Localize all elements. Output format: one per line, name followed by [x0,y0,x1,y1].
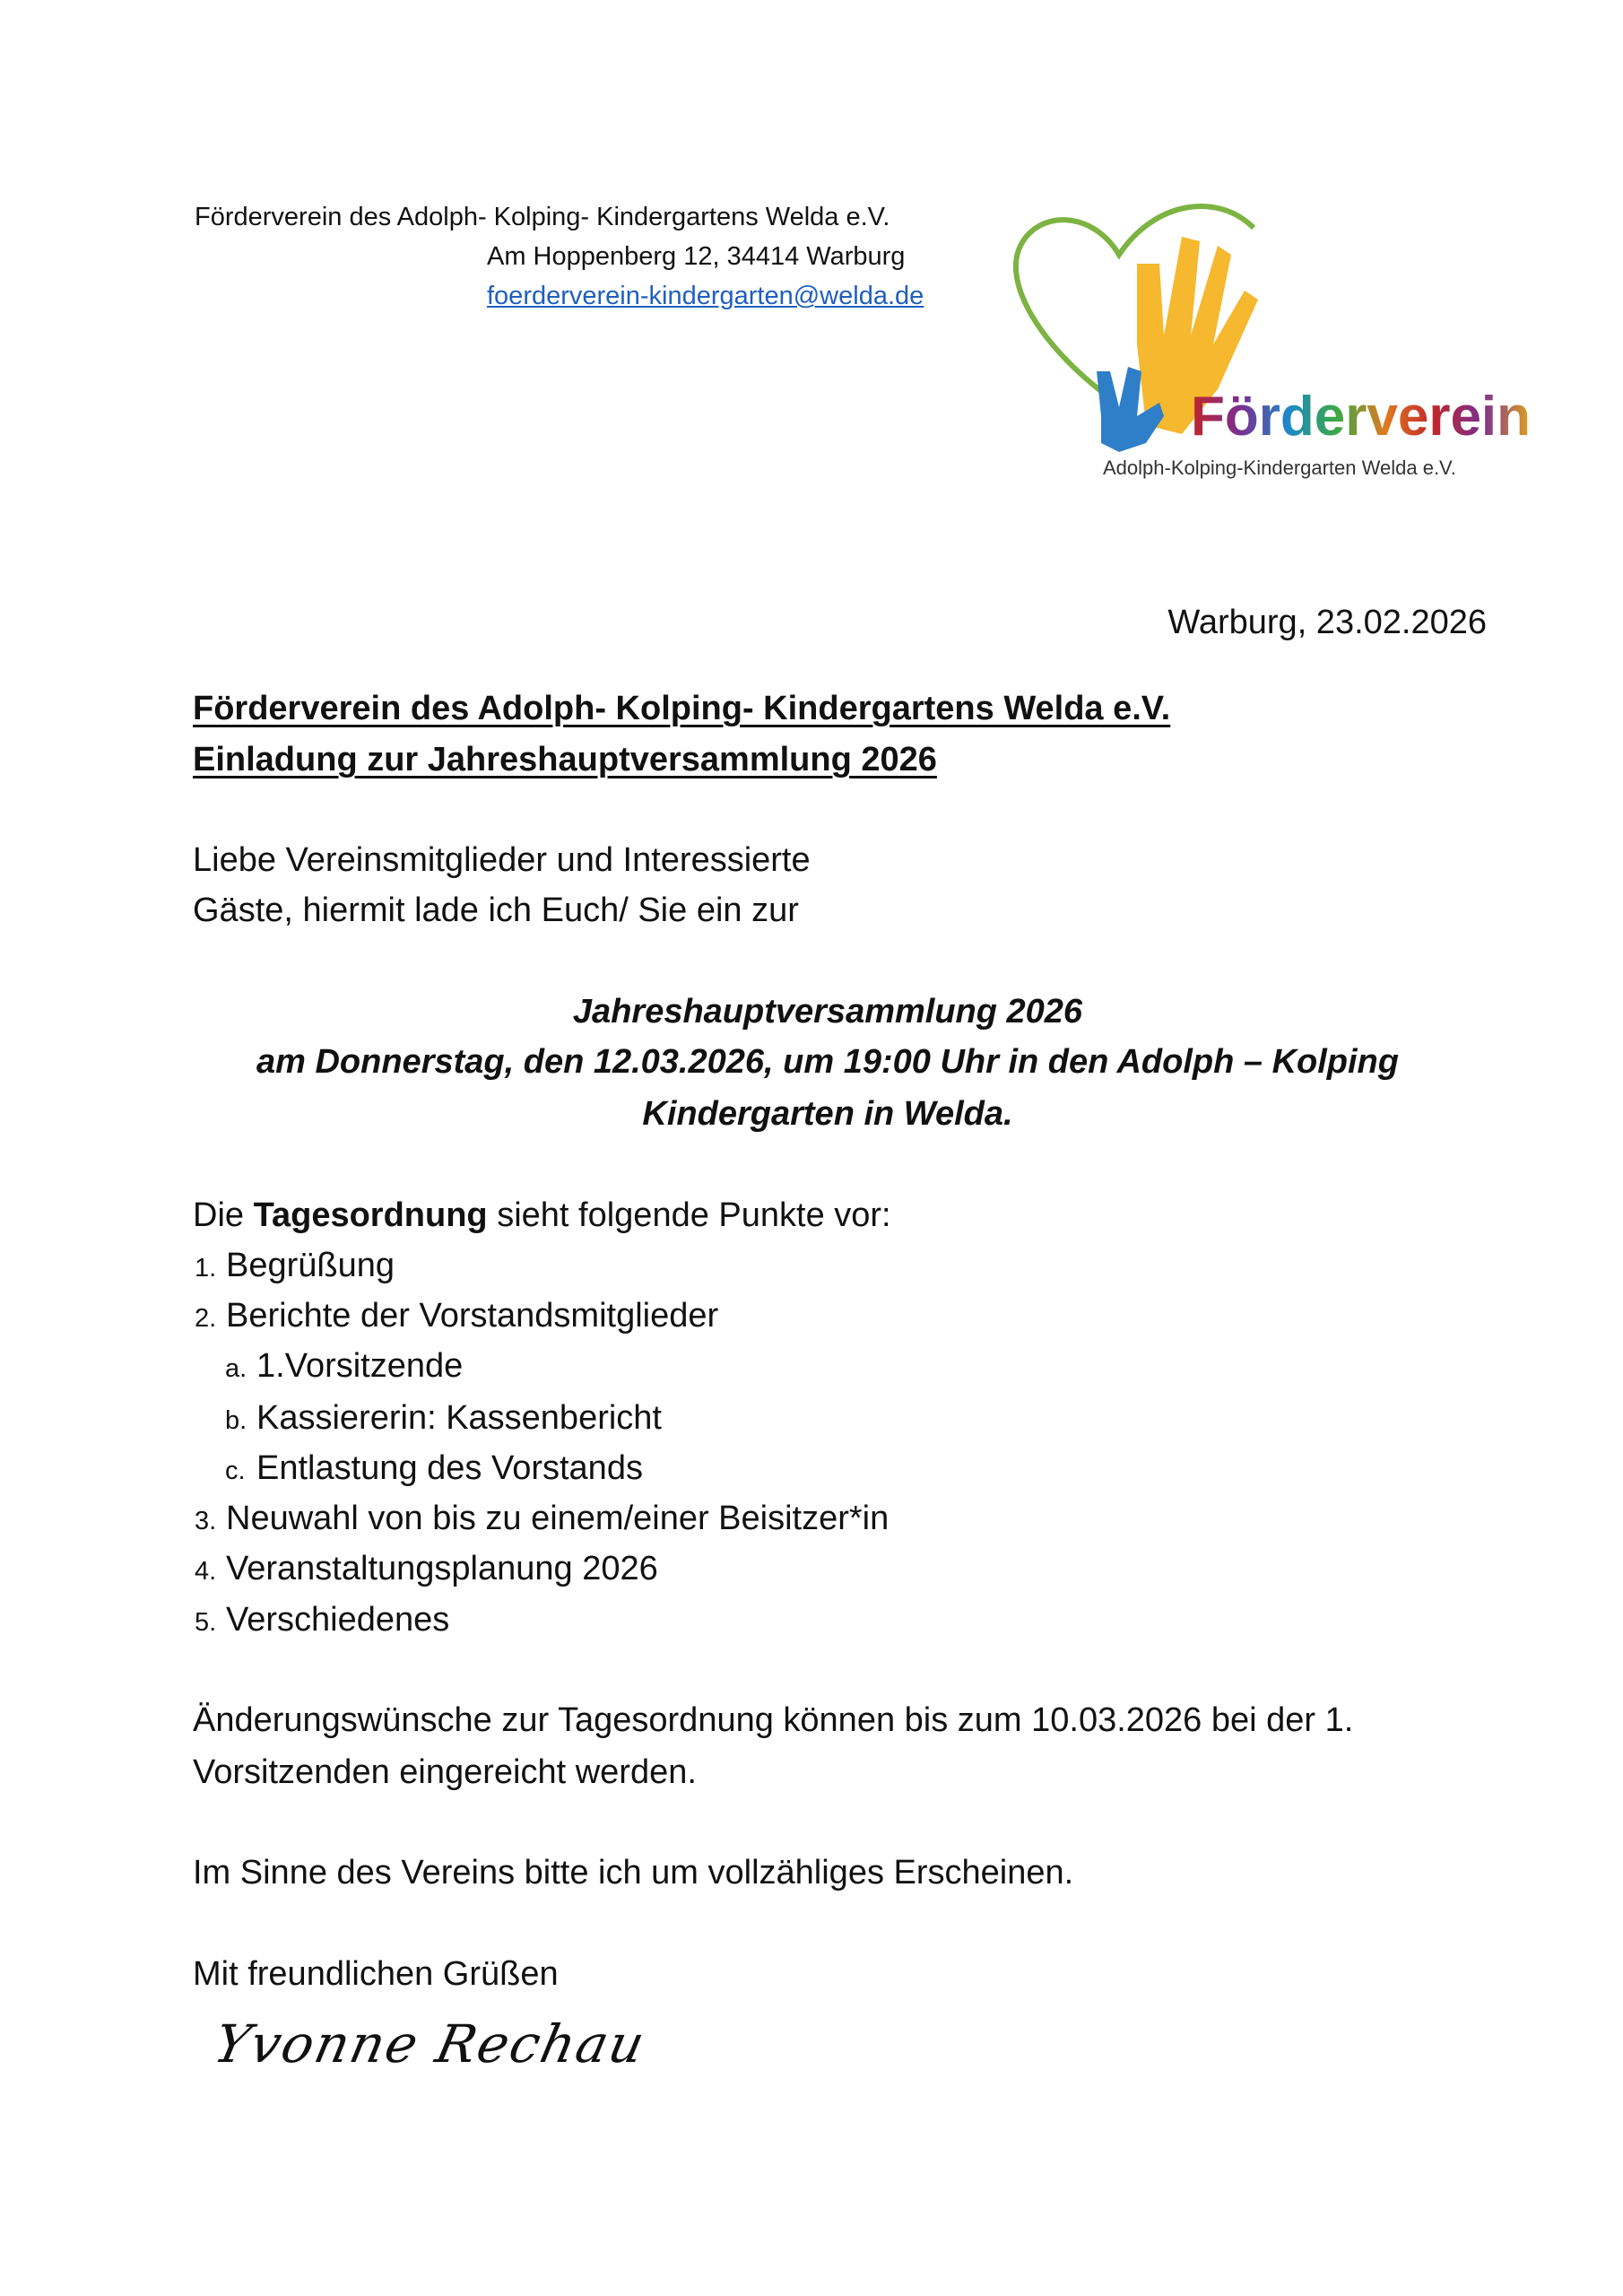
event-line3: Kindergarten in Welda. [642,1095,1013,1133]
logo-subtitle: Adolph-Kolping-Kindergarten Welda e.V. [1103,457,1456,479]
item-number: 4. [195,1557,217,1586]
item-text: Begrüßung [226,1247,395,1284]
changes-line2: Vorsitzenden eingereicht werden. [193,1753,697,1791]
agenda-intro [193,1198,891,1232]
item-text: Verschiedenes [226,1601,450,1639]
closing: Im Sinne des Vereins bitte ich um vollzähliges Erscheinen. [193,1854,1074,1892]
logo-title: Förderverein [1191,386,1532,448]
item-text: 1.Vorsitzende [256,1347,464,1385]
item-number: 2. [195,1304,217,1333]
agenda-subitem [225,1401,662,1435]
item-text: Veranstaltungsplanung 2026 [226,1550,658,1587]
greeting-line2: Gäste, hiermit lade ich Euch/ Sie ein zur [193,891,799,929]
agenda-item [195,1248,395,1283]
signature: Yvonne Rechau [208,2013,652,2074]
agenda-item [195,1552,658,1586]
greeting-line1: Liebe Vereinsmitglieder und Interessierte [193,841,811,879]
item-letter: c. [225,1457,246,1485]
logo [1002,192,1532,488]
header-address: Am Hoppenberg 12, 34414 Warburg [487,242,906,271]
event-line1: Jahreshauptversammlung 2026 [572,993,1083,1031]
agenda-intro-bold: Tagesordnung [253,1196,488,1234]
title-line2: Einladung zur Jahreshauptversammlung 2026 [193,741,937,778]
item-text: Neuwahl von bis zu einem/einer Beisitzer*in [226,1500,890,1537]
item-number: 3. [195,1507,217,1535]
item-number: 5. [195,1608,217,1637]
event-line2: am Donnerstag, den 12.03.2026, um 19:00 Uhr in den Adolph – Kolping [256,1043,1399,1081]
agenda-intro-post: sieht folgende Punkte vor: [487,1196,891,1234]
agenda-item [195,1501,889,1535]
item-text: Kassiererin: Kassenbericht [256,1399,662,1437]
regards: Mit freundlichen Grüßen [193,1955,559,1993]
agenda-item [195,1603,449,1637]
item-text: Berichte der Vorstandsmitglieder [226,1297,719,1335]
title-line1: Förderverein des Adolph- Kolping- Kindergartens Welda e.V. [193,690,1171,727]
agenda-item [195,1299,718,1333]
header-org: Förderverein des Adolph- Kolping- Kindergartens Welda e.V. [195,203,890,231]
item-letter: b. [225,1406,247,1435]
header-email-link[interactable]: foerderverein-kindergarten@welda.de [487,282,924,310]
item-number: 1. [195,1254,217,1283]
item-letter: a. [225,1354,247,1383]
agenda-subitem [225,1451,643,1485]
date: Warburg, 23.02.2026 [1167,604,1487,641]
agenda-subitem [225,1349,463,1383]
agenda-intro-pre: Die [193,1196,254,1234]
changes-line1: Änderungswünsche zur Tagesordnung können bis zum 10.03.2026 bei der 1. [193,1701,1354,1739]
item-text: Entlastung des Vorstands [256,1449,643,1487]
